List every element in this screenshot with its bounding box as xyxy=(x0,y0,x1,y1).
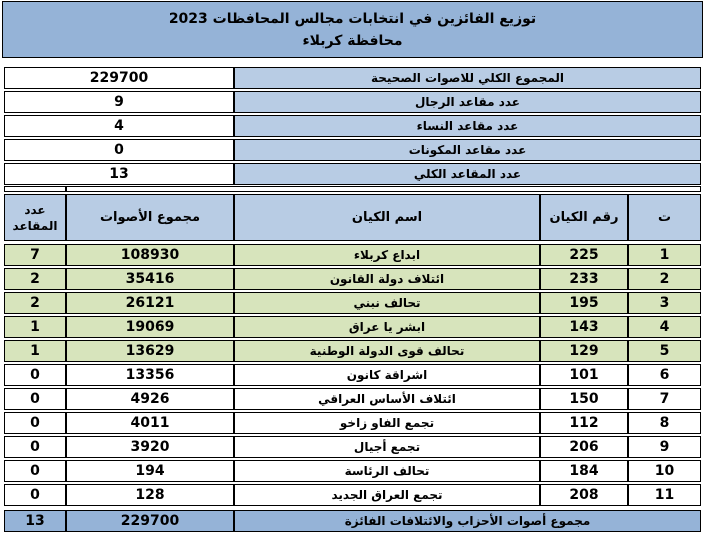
row-votes: 19069 xyxy=(66,316,234,338)
summary-label: عدد المقاعد الكلي xyxy=(234,163,701,185)
row-seats: 0 xyxy=(4,388,66,410)
summary-label: عدد مقاعد النساء xyxy=(234,115,701,137)
row-index: 6 xyxy=(628,364,701,386)
row-votes: 4926 xyxy=(66,388,234,410)
row-entity-name: ائتلاف دولة القانون xyxy=(234,268,540,290)
summary-value: 4 xyxy=(4,115,234,137)
row-index: 4 xyxy=(628,316,701,338)
row-votes: 35416 xyxy=(66,268,234,290)
row-index: 5 xyxy=(628,340,701,362)
row-entity-number: 143 xyxy=(540,316,628,338)
footer-total-votes: 229700 xyxy=(66,510,234,532)
row-votes: 4011 xyxy=(66,412,234,434)
row-index: 1 xyxy=(628,244,701,266)
report-subtitle: محافظة كربلاء xyxy=(302,32,403,49)
col-header-index: ت xyxy=(628,194,701,241)
summary-label: عدد مقاعد المكونات xyxy=(234,139,701,161)
col-header-entity-number: رقم الكيان xyxy=(540,194,628,241)
row-entity-name: ابداع كربلاء xyxy=(234,244,540,266)
separator-cell xyxy=(4,186,66,192)
row-seats: 0 xyxy=(4,484,66,506)
col-header-entity-name: اسم الكيان xyxy=(234,194,540,241)
row-index: 7 xyxy=(628,388,701,410)
row-index: 10 xyxy=(628,460,701,482)
row-entity-name: تجمع أجيال xyxy=(234,436,540,458)
row-votes: 13629 xyxy=(66,340,234,362)
summary-value: 9 xyxy=(4,91,234,113)
row-index: 9 xyxy=(628,436,701,458)
row-seats: 1 xyxy=(4,316,66,338)
row-entity-name: تحالف الرئاسة xyxy=(234,460,540,482)
row-seats: 2 xyxy=(4,292,66,314)
row-entity-number: 225 xyxy=(540,244,628,266)
row-votes: 26121 xyxy=(66,292,234,314)
row-entity-number: 208 xyxy=(540,484,628,506)
row-entity-name: ابشر يا عراق xyxy=(234,316,540,338)
row-index: 11 xyxy=(628,484,701,506)
row-seats: 2 xyxy=(4,268,66,290)
row-entity-name: تجمع الفاو زاخو xyxy=(234,412,540,434)
row-entity-number: 195 xyxy=(540,292,628,314)
summary-value: 229700 xyxy=(4,67,234,89)
row-seats: 0 xyxy=(4,460,66,482)
row-seats: 0 xyxy=(4,412,66,434)
row-index: 2 xyxy=(628,268,701,290)
row-entity-name: اشراقة كانون xyxy=(234,364,540,386)
row-entity-number: 184 xyxy=(540,460,628,482)
row-index: 3 xyxy=(628,292,701,314)
row-entity-name: تحالف قوى الدولة الوطنية xyxy=(234,340,540,362)
summary-value: 13 xyxy=(4,163,234,185)
row-votes: 13356 xyxy=(66,364,234,386)
row-entity-number: 129 xyxy=(540,340,628,362)
row-seats: 1 xyxy=(4,340,66,362)
row-votes: 194 xyxy=(66,460,234,482)
report-title: توزيع الفائزين في انتخابات مجالس المحافظات 2023 xyxy=(168,10,537,27)
summary-value: 0 xyxy=(4,139,234,161)
row-seats: 0 xyxy=(4,436,66,458)
row-entity-number: 112 xyxy=(540,412,628,434)
row-seats: 0 xyxy=(4,364,66,386)
report-header xyxy=(2,1,703,58)
row-votes: 128 xyxy=(66,484,234,506)
row-entity-number: 150 xyxy=(540,388,628,410)
col-header-votes: مجموع الأصوات xyxy=(66,194,234,241)
row-entity-name: تحالف نبني xyxy=(234,292,540,314)
row-entity-number: 101 xyxy=(540,364,628,386)
row-votes: 108930 xyxy=(66,244,234,266)
separator-cell xyxy=(66,186,701,192)
row-index: 8 xyxy=(628,412,701,434)
col-header-seats: عدد المقاعد xyxy=(4,194,66,241)
summary-label: المجموع الكلي للاصوات الصحيحة xyxy=(234,67,701,89)
row-entity-number: 206 xyxy=(540,436,628,458)
row-votes: 3920 xyxy=(66,436,234,458)
row-entity-name: تجمع العراق الجديد xyxy=(234,484,540,506)
footer-total-seats: 13 xyxy=(4,510,66,532)
row-entity-name: ائتلاف الأساس العراقي xyxy=(234,388,540,410)
footer-label: مجموع أصوات الأحزاب والائتلافات الفائزة xyxy=(234,510,701,532)
summary-label: عدد مقاعد الرجال xyxy=(234,91,701,113)
row-seats: 7 xyxy=(4,244,66,266)
row-entity-number: 233 xyxy=(540,268,628,290)
